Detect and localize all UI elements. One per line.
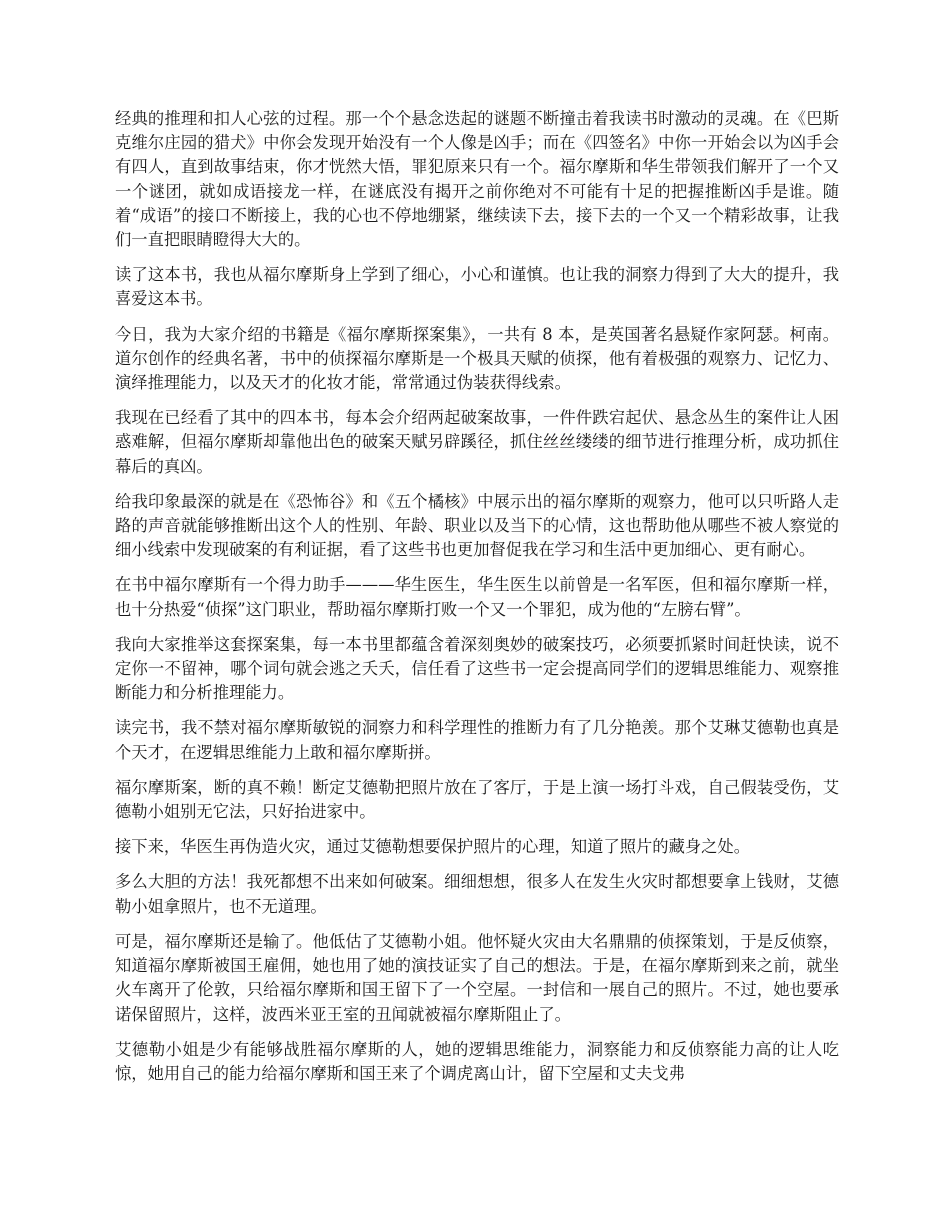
paragraph: 我现在已经看了其中的四本书，每本会介绍两起破案故事，一件件跌宕起伏、悬念丛生的案件让人困惑难解，但福尔摩斯却靠他出色的破案天赋另辟蹊径，抓住丝丝缕缕的细节进行推理分析，成功抓住幕后的真凶。 bbox=[115, 408, 839, 476]
paragraph: 接下来，华医生再伪造火灾，通过艾德勒想要保护照片的心理，知道了照片的藏身之处。 bbox=[115, 837, 750, 857]
paragraph: 多么大胆的方法！我死都想不出来如何破案。细细想想，很多人在发生火灾时都想要拿上钱财，艾德勒小姐拿照片，也不无道理。 bbox=[115, 872, 839, 916]
paragraph: 经典的推理和扣人心弦的过程。那一个个悬念迭起的谜题不断撞击着我读书时激动的灵魂。在《巴斯克维尔庄园的猎犬》中你会发现开始没有一个人像是凶手；而在《四签名》中你一开始会以为凶手会有四人，直到故事结束，你才恍然大悟，罪犯原来只有一个。福尔摩斯和华生带领我们解开了一个又一个谜团，就如成语接龙一样，在谜底没有揭开之前你绝对不可能有十足的把握推断凶手是谁。随着“成语”的接口不断接上，我的心也不停地绷紧，继续读下去，接下去的一个又一个精彩故事，让我们一直把眼睛瞪得大大的。 bbox=[115, 109, 839, 250]
paragraph: 艾德勒小姐是少有能够战胜福尔摩斯的人，她的逻辑思维能力，洞察能力和反侦察能力高的让人吃惊，她用自己的能力给福尔摩斯和国王来了个调虎离山计，留下空屋和丈夫戈弗 bbox=[115, 1039, 839, 1083]
document-body bbox=[115, 107, 839, 1097]
paragraph: 在书中福尔摩斯有一个得力助手———华生医生，华生医生以前曾是一名军医，但和福尔摩斯一样，也十分热爱“侦探”这门职业，帮助福尔摩斯打败一个又一个罪犯，成为他的“左膀右臂”。 bbox=[115, 575, 839, 619]
paragraph: 给我印象最深的就是在《恐怖谷》和《五个橘核》中展示出的福尔摩斯的观察力，他可以只听路人走路的声音就能够推断出这个人的性别、年龄、职业以及当下的心情，这也帮助他从哪些不被人察觉的细小线索中发现破案的有利证据，看了这些书也更加督促我在学习和生活中更加细心、更有耐心。 bbox=[115, 491, 839, 560]
paragraph: 读完书，我不禁对福尔摩斯敏锐的洞察力和科学理性的推断力有了几分艳羡。那个艾琳艾德勒也真是个天才，在逻辑思维能力上敢和福尔摩斯拼。 bbox=[115, 718, 839, 762]
paragraph: 福尔摩斯案，断的真不赖！断定艾德勒把照片放在了客厅，于是上演一场打斗戏，自己假装受伤，艾德勒小姐别无它法，只好抬进家中。 bbox=[115, 777, 839, 822]
paragraph: 读了这本书，我也从福尔摩斯身上学到了细心，小心和谨慎。也让我的洞察力得到了大大的提升，我喜爱这本书。 bbox=[115, 265, 839, 309]
paragraph: 可是，福尔摩斯还是输了。他低估了艾德勒小姐。他怀疑火灾由大名鼎鼎的侦探策划，于是反侦察，知道福尔摩斯被国王雇佣，她也用了她的演技证实了自己的想法。于是，在福尔摩斯到来之前，就坐火车离开了伦敦，只给福尔摩斯和国王留下了一个空屋。一封信和一展自己的照片。不过，她也要承诺保留照片，这样，波西米亚王室的丑闻就被福尔摩斯阻止了。 bbox=[115, 931, 839, 1024]
paragraph: 我向大家推举这套探案集，每一本书里都蕴含着深刻奥妙的破案技巧，必须要抓紧时间赶快读，说不定你一不留神，哪个词句就会逃之夭夭，信任看了这些书一定会提高同学们的逻辑思维能力、观察推断能力和分析推理能力。 bbox=[115, 634, 839, 703]
paragraph: 今日，我为大家介绍的书籍是《福尔摩斯探案集》，一共有 8 本，是英国著名悬疑作家阿瑟。柯南。道尔创作的经典名著，书中的侦探福尔摩斯是一个极具天赋的侦探，他有着极强的观察力、记忆力、演绎推理能力，以及天才的化妆才能，常常通过伪装获得线索。 bbox=[115, 324, 839, 393]
